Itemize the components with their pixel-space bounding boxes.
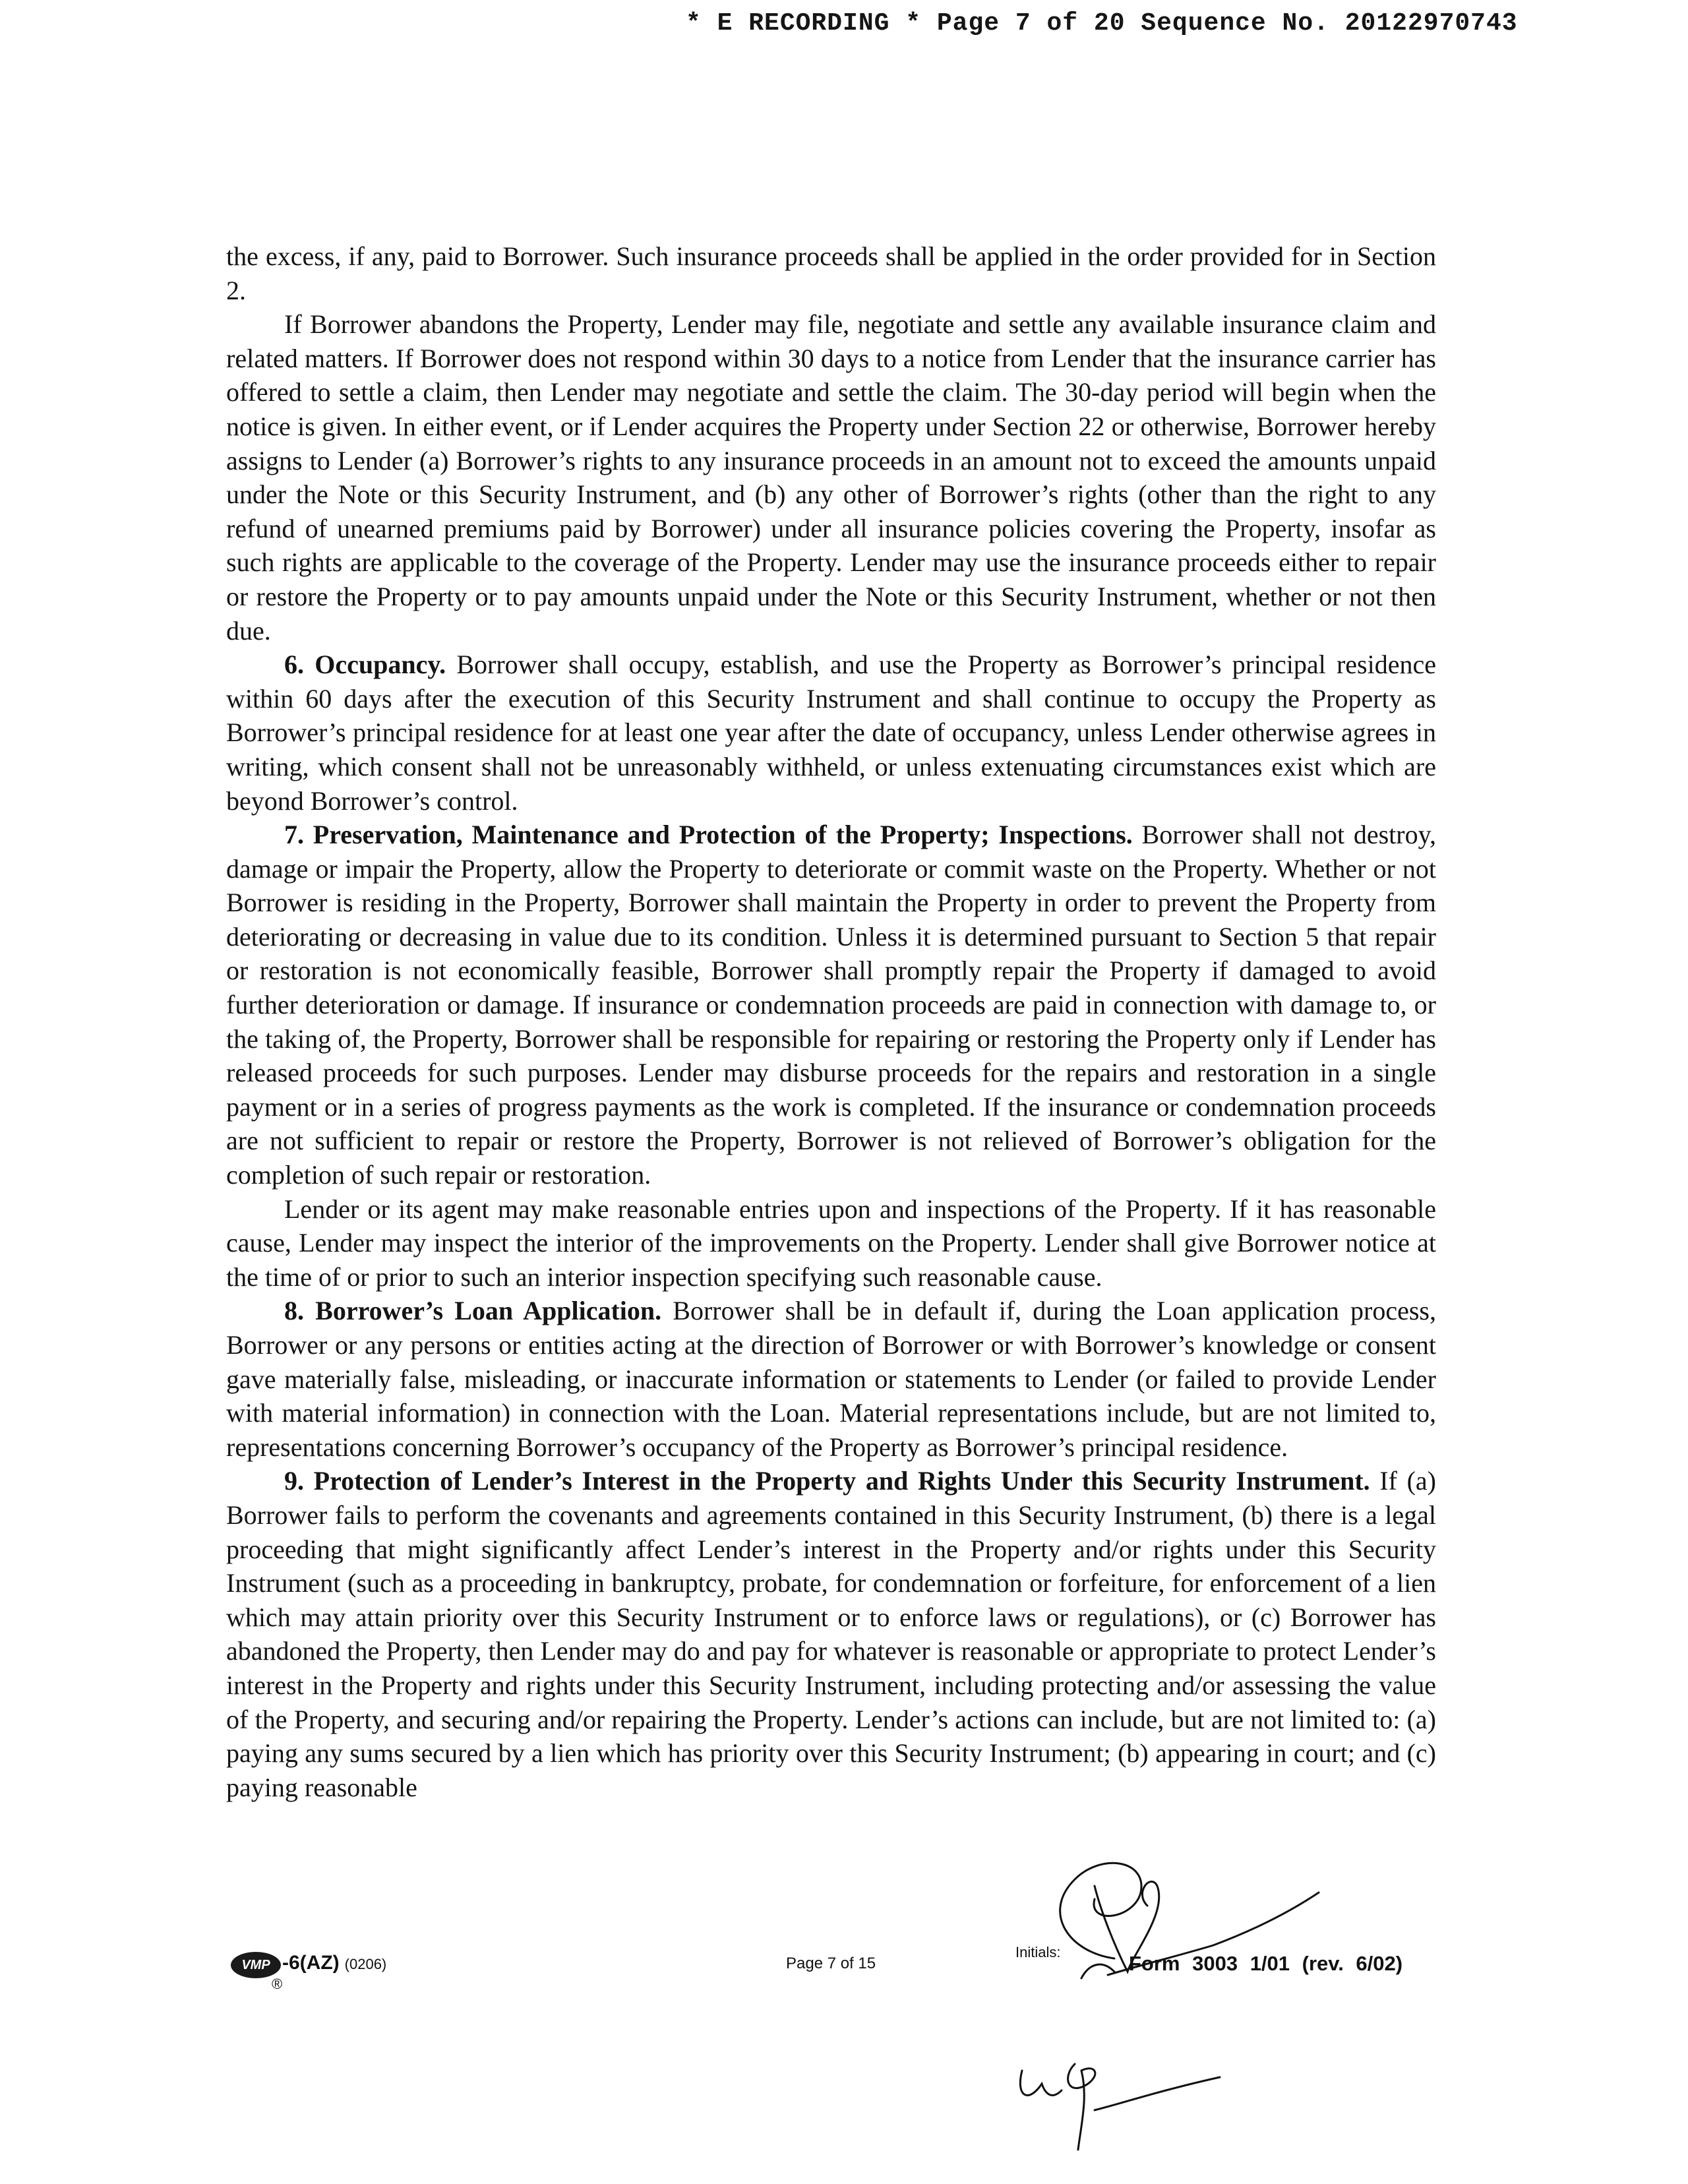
initials-stroke-tail	[1108, 1893, 1319, 1975]
form-code-text: -6(AZ)	[282, 1952, 340, 1974]
page-number: Page 7 of 15	[786, 1955, 876, 1972]
section-9-heading: 9. Protection of Lender’s Interest in the Property and Rights Under this Security Instrument.	[284, 1466, 1370, 1496]
paragraph-abandonment: If Borrower abandons the Property, Lender may file, negotiate and settle any available insurance claim and related matters. If Borrower does not respond within 30 days to a notice from Lender that the insurance carrier has offered to settle a claim, then Lender may negotiate and settle the claim. The 30-day period will begin when the notice is given. In either event, or if Lender acquires the Property under Section 22 or otherwise, Borrower hereby assigns to Lender (a) Borrower’s rights to any insurance proceeds in an amount not to exceed the amounts unpaid under the Note or this Security Instrument, and (b) any other of Borrower’s rights (other than the right to any refund of unearned premiums paid by Borrower) under all insurance policies covering the Property, insofar as such rights are applicable to the coverage of the Property. Lender may use the insurance proceeds either to repair or restore the Property or to pay amounts unpaid under the Note or this Security Instrument, whether or not then due.	[226, 309, 1436, 646]
section-6-heading: 6. Occupancy.	[284, 650, 446, 680]
section-7-heading: 7. Preservation, Maintenance and Protection of the Property; Inspections.	[284, 820, 1133, 850]
section-8-heading: 8. Borrower’s Loan Application.	[284, 1296, 662, 1326]
section-7-preservation	[226, 818, 1436, 1192]
initials-stroke-hook	[1081, 1964, 1114, 1978]
registered-mark: ®	[272, 1976, 283, 1992]
initials-label: Initials:	[1015, 1944, 1061, 1960]
section-7-text: Borrower shall not destroy, damage or impair the Property, allow the Property to deteriorate or commit waste on the Property. Whether or not Borrower is residing in the Property, Borrower shall maintain the Property in order to prevent the Property from deteriorating or decreasing in value due to its condition. Unless it is determined pursuant to Section 5 that repair or restoration is not economically feasible, Borrower shall promptly repair the Property if damaged to avoid further deterioration or damage. If insurance or condemnation proceeds are paid in connection with damage to, or the taking of, the Property, Borrower shall be responsible for repairing or restoring the Property only if Lender has released proceeds for such purposes. Lender may disburse proceeds for the repairs and restoration in a single payment or in a series of progress payments as the work is completed. If the insurance or condemnation proceeds are not sufficient to repair or restore the Property, Borrower is not relieved of Borrower’s obligation for the completion of such repair or restoration.	[226, 820, 1436, 1190]
initials-signature-icon	[1015, 1840, 1358, 1998]
vmp-logo: VMP	[231, 1952, 281, 1978]
section-9-protection	[226, 1464, 1436, 1804]
form-number: Form 3003 1/01 (rev. 6/02)	[1129, 1952, 1403, 1975]
section-6-occupancy	[226, 648, 1436, 818]
paragraph-excess: the excess, if any, paid to Borrower. Such insurance proceeds shall be applied in the order provided for in Section 2.	[226, 241, 1436, 305]
form-date: (0206)	[344, 1956, 387, 1972]
document-body	[226, 239, 1436, 1804]
initials-stroke-b	[1095, 1881, 1159, 1972]
section-8-text: Borrower shall be in default if, during the Loan application process, Borrower or any persons or entities acting at the direction of Borrower or with Borrower’s knowledge or consent gave materially false, misleading, or inaccurate information or statements to Lender (or failed to provide Lender with material information) in connection with the Loan. Material representations include, but are not limited to, representations concerning Borrower’s occupancy of the Property as Borrower’s principal residence.	[226, 1296, 1436, 1462]
initials-bottom-tail	[1095, 2077, 1220, 2110]
page-footer	[0, 1932, 1688, 2011]
initials-bottom-g	[1068, 2064, 1095, 2150]
section-6-text: Borrower shall occupy, establish, and use the Property as Borrower’s principal residence within 60 days after the execution of this Security Instrument and shall continue to occupy the Property as Borrower’s principal residence for at least one year after the date of occupancy, unless Lender otherwise agrees in writing, which consent shall not be unreasonably withheld, or unless extenuating circumstances exist which are beyond Borrower’s control.	[226, 650, 1436, 816]
section-9-text: If (a) Borrower fails to perform the covenants and agreements contained in this Security Instrument, (b) there is a legal proceeding that might significantly affect Lender’s interest in the Property and/or rights under this Security Instrument (such as a proceeding in bankruptcy, probate, for condemnation or forfeiture, for enforcement of a lien which may attain priority over this Security Instrument or to enforce laws or regulations), or (c) Borrower has abandoned the Property, then Lender may do and pay for whatever is reasonable or appropriate to protect Lender’s interest in the Property and rights under this Security Instrument, including protecting and/or assessing the value of the Property, and securing and/or repairing the Property. Lender’s actions can include, but are not limited to: (a) paying any sums secured by a lien which has priority over this Security Instrument; (b) appearing in court; and (c) paying reasonable	[226, 1466, 1436, 1802]
section-8-loan-application	[226, 1294, 1436, 1464]
initials-bottom-u	[1020, 2071, 1062, 2095]
form-code	[282, 1952, 386, 1974]
bottom-initials-icon	[1002, 2044, 1240, 2163]
initials-stroke-loop	[1060, 1863, 1141, 1958]
paragraph-inspections: Lender or its agent may make reasonable entries upon and inspections of the Property. If it has reasonable cause, Lender may inspect the interior of the improvements on the Property. Lender shall give Borrower notice at the time of or prior to such an interior inspection specifying such reasonable cause.	[226, 1194, 1436, 1292]
recording-header: * E RECORDING * Page 7 of 20 Sequence No. 20122970743	[686, 9, 1518, 38]
